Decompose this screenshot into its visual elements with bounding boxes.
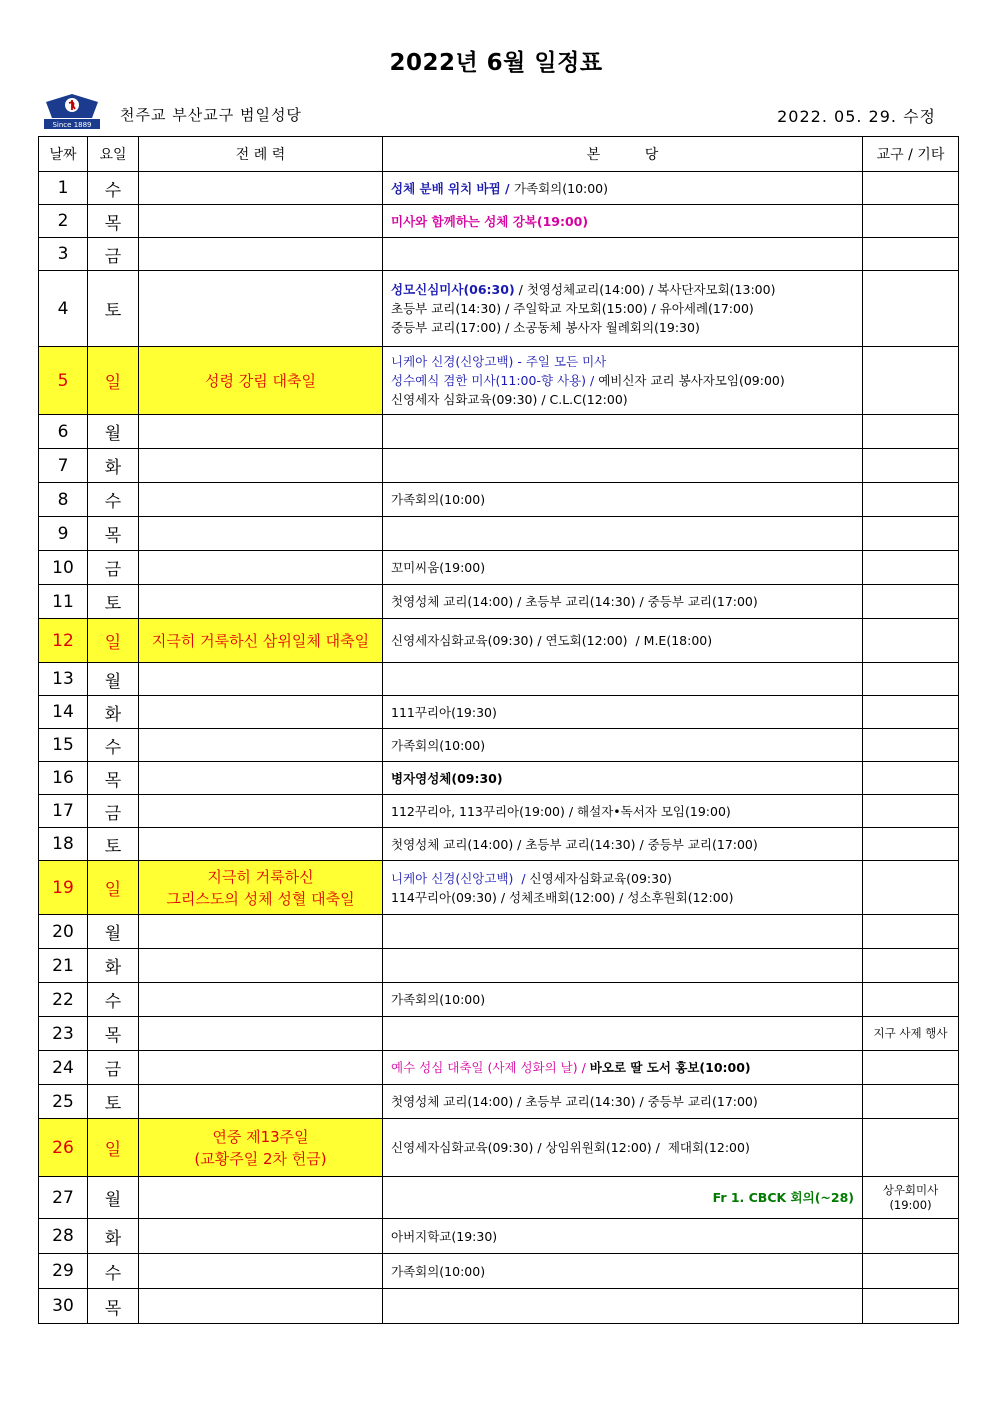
weekday-cell: 수 [88, 172, 139, 205]
schedule-entry: 112꾸리아, 113꾸리아(19:00) / 해설자•독서자 모임(19:00) [391, 803, 731, 819]
liturgy-cell [139, 483, 383, 517]
main-schedule-cell [383, 1289, 863, 1324]
main-schedule-cell [383, 762, 863, 795]
table-row [39, 663, 959, 696]
day-cell: 21 [39, 949, 88, 983]
main-schedule-cell [383, 205, 863, 238]
liturgy-cell [139, 663, 383, 696]
other-cell [863, 238, 959, 271]
table-row [39, 483, 959, 517]
parish-name: 천주교 부산교구 범일성당 [120, 106, 302, 124]
schedule-entry: 아버지학교(19:30) [391, 1228, 498, 1244]
liturgy-cell [139, 271, 383, 347]
day-cell: 29 [39, 1254, 88, 1289]
day-cell: 26 [39, 1119, 88, 1177]
table-row [39, 915, 959, 949]
weekday-cell: 월 [88, 415, 139, 449]
schedule-entry: 가족회의(10:00) [391, 1263, 486, 1279]
main-schedule-cell [383, 238, 863, 271]
other-cell [863, 483, 959, 517]
weekday-cell: 수 [88, 729, 139, 762]
main-schedule-cell [383, 696, 863, 729]
weekday-cell: 일 [88, 347, 139, 415]
header-main: 본 당 [383, 137, 863, 172]
main-schedule-cell [383, 729, 863, 762]
main-schedule-cell [383, 1051, 863, 1085]
weekday-cell: 수 [88, 1254, 139, 1289]
schedule-entry: 병자영성체(09:30) [391, 770, 503, 786]
day-cell: 18 [39, 828, 88, 861]
schedule-entry: 신영세자심화교육(09:30) / 연도회(12:00) / M.E(18:00) [391, 633, 713, 648]
main-schedule-cell [383, 1085, 863, 1119]
other-cell [863, 1254, 959, 1289]
schedule-entry: 중등부 교리(17:00) / 소공동체 봉사자 월례회의(19:30) [391, 320, 700, 335]
other-cell [863, 205, 959, 238]
liturgy-cell [139, 205, 383, 238]
schedule-entry: 가족회의(10:00) [391, 492, 486, 507]
table-row [39, 983, 959, 1017]
main-schedule-cell [383, 795, 863, 828]
other-cell [863, 415, 959, 449]
table-row [39, 449, 959, 483]
header-weekday: 요일 [88, 137, 139, 172]
schedule-entry: 예수 성심 대축일 (사제 성화의 날) / [391, 1060, 590, 1075]
liturgy-cell [139, 1051, 383, 1085]
liturgy-cell [139, 696, 383, 729]
header-line [42, 92, 958, 134]
schedule-entry: 신영세자심화교육(09:30) / 상임위원회(12:00) / 제대회(12:00) [391, 1140, 750, 1155]
table-row [39, 1051, 959, 1085]
other-cell: 상우회미사 (19:00) [863, 1177, 959, 1219]
schedule-entry: 첫영성체 교리(14:00) / 초등부 교리(14:30) / 중등부 교리(17:00) [391, 836, 758, 852]
main-schedule-cell [383, 483, 863, 517]
liturgy-cell [139, 415, 383, 449]
day-cell: 28 [39, 1219, 88, 1254]
liturgy-cell [139, 1017, 383, 1051]
table-row [39, 205, 959, 238]
liturgy-cell [139, 585, 383, 619]
day-cell: 7 [39, 449, 88, 483]
schedule-entry: 바오로 딸 도서 홍보(10:00) [589, 1060, 751, 1075]
schedule-entry: 성모신심미사(06:30) [391, 282, 515, 297]
main-schedule-cell [383, 347, 863, 415]
main-schedule-cell [383, 1177, 863, 1219]
schedule-table [38, 136, 959, 1324]
other-cell [863, 762, 959, 795]
weekday-cell: 토 [88, 828, 139, 861]
other-cell [863, 861, 959, 915]
weekday-cell: 월 [88, 663, 139, 696]
other-cell [863, 271, 959, 347]
weekday-cell: 일 [88, 1119, 139, 1177]
weekday-cell: 목 [88, 517, 139, 551]
table-row [39, 172, 959, 205]
liturgy-cell [139, 1219, 383, 1254]
table-row [39, 1177, 959, 1219]
day-cell: 22 [39, 983, 88, 1017]
weekday-cell: 금 [88, 551, 139, 585]
weekday-cell: 금 [88, 1051, 139, 1085]
schedule-entry: 성체 분배 위치 바뀜 / [391, 180, 514, 196]
liturgy-cell [139, 449, 383, 483]
day-cell: 9 [39, 517, 88, 551]
weekday-cell: 토 [88, 1085, 139, 1119]
other-cell [863, 1119, 959, 1177]
day-cell: 13 [39, 663, 88, 696]
day-cell: 14 [39, 696, 88, 729]
day-cell: 16 [39, 762, 88, 795]
parish-logo-icon [42, 92, 102, 130]
day-cell: 20 [39, 915, 88, 949]
day-cell: 30 [39, 1289, 88, 1324]
main-schedule-cell [383, 585, 863, 619]
main-schedule-cell [383, 619, 863, 663]
other-cell [863, 795, 959, 828]
schedule-entry: 가족회의(10:00) [391, 737, 486, 753]
weekday-cell: 월 [88, 1177, 139, 1219]
table-row [39, 1085, 959, 1119]
liturgy-cell [139, 1289, 383, 1324]
weekday-cell: 일 [88, 619, 139, 663]
main-schedule-cell [383, 517, 863, 551]
liturgy-cell: 지극히 거룩하신 삼위일체 대축일 [139, 619, 383, 663]
schedule-entry: Fr 1. CBCK 회의(~28) [712, 1190, 854, 1205]
table-row [39, 619, 959, 663]
day-cell: 17 [39, 795, 88, 828]
other-cell [863, 449, 959, 483]
day-cell: 8 [39, 483, 88, 517]
schedule-entry: / 첫영성체교리(14:00) / 복사단자모회(13:00) [514, 282, 776, 297]
table-row [39, 729, 959, 762]
table-row [39, 1119, 959, 1177]
schedule-entry: 첫영성체 교리(14:00) / 초등부 교리(14:30) / 중등부 교리(17:00) [391, 1094, 758, 1109]
schedule-entry: 미사와 함께하는 성체 강복(19:00) [391, 213, 589, 229]
weekday-cell: 화 [88, 949, 139, 983]
liturgy-cell [139, 1177, 383, 1219]
schedule-entry: 신영세자 심화교육(09:30) / C.L.C(12:00) [391, 392, 628, 407]
day-cell: 23 [39, 1017, 88, 1051]
table-row [39, 861, 959, 915]
schedule-entry: 신영세자심화교육(09:30) [529, 870, 672, 886]
table-row [39, 347, 959, 415]
schedule-entry: 니케아 신경(신앙고백) / [391, 870, 530, 886]
main-schedule-cell [383, 449, 863, 483]
day-cell: 25 [39, 1085, 88, 1119]
schedule-entry: 가족회의(10:00) [391, 992, 486, 1007]
other-cell [863, 949, 959, 983]
main-schedule-cell [383, 551, 863, 585]
main-schedule-cell [383, 861, 863, 915]
weekday-cell: 토 [88, 585, 139, 619]
table-row [39, 1254, 959, 1289]
other-cell [863, 729, 959, 762]
day-cell: 12 [39, 619, 88, 663]
liturgy-cell [139, 762, 383, 795]
table-row [39, 949, 959, 983]
main-schedule-cell [383, 983, 863, 1017]
schedule-rows [39, 172, 959, 1324]
liturgy-cell [139, 517, 383, 551]
main-schedule-cell [383, 172, 863, 205]
main-schedule-cell [383, 828, 863, 861]
day-cell: 3 [39, 238, 88, 271]
weekday-cell: 목 [88, 1289, 139, 1324]
liturgy-cell [139, 915, 383, 949]
day-cell: 24 [39, 1051, 88, 1085]
weekday-cell: 목 [88, 1017, 139, 1051]
day-cell: 27 [39, 1177, 88, 1219]
table-header-row [39, 137, 959, 172]
liturgy-cell [139, 1085, 383, 1119]
other-cell [863, 619, 959, 663]
other-cell [863, 551, 959, 585]
page-title: 2022년 6월 일정표 [389, 50, 603, 76]
liturgy-cell: 지극히 거룩하신 그리스도의 성체 성혈 대축일 [139, 861, 383, 915]
day-cell: 5 [39, 347, 88, 415]
other-cell [863, 172, 959, 205]
weekday-cell: 화 [88, 1219, 139, 1254]
schedule-entry: 첫영성체 교리(14:00) / 초등부 교리(14:30) / 중등부 교리(17:00) [391, 594, 758, 609]
schedule-entry: 니케아 신경(신앙고백) - 주일 모든 미사 [391, 354, 607, 369]
main-schedule-cell [383, 663, 863, 696]
main-schedule-cell [383, 915, 863, 949]
schedule-entry: 가족회의(10:00) [513, 180, 609, 196]
day-cell: 15 [39, 729, 88, 762]
table-row [39, 517, 959, 551]
other-cell [863, 696, 959, 729]
table-row [39, 696, 959, 729]
schedule-entry: 111꾸리아(19:30) [391, 704, 497, 720]
liturgy-cell [139, 1254, 383, 1289]
main-schedule-cell [383, 415, 863, 449]
schedule-entry: 초등부 교리(14:30) / 주일학교 자모회(15:00) / 유아세례(17:00) [391, 301, 754, 316]
revision-date: 2022. 05. 29. 수정 [777, 107, 936, 126]
header-other: 교구 / 기타 [863, 137, 959, 172]
header-day: 날짜 [39, 137, 88, 172]
table-row [39, 1219, 959, 1254]
schedule-entry: 114꾸리아(09:30) / 성체조배회(12:00) / 성소후원회(12:00) [391, 889, 734, 905]
day-cell: 4 [39, 271, 88, 347]
weekday-cell: 토 [88, 271, 139, 347]
liturgy-cell [139, 795, 383, 828]
main-schedule-cell [383, 949, 863, 983]
weekday-cell: 월 [88, 915, 139, 949]
other-cell [863, 828, 959, 861]
other-cell [863, 517, 959, 551]
other-cell [863, 1085, 959, 1119]
other-cell [863, 1051, 959, 1085]
day-cell: 6 [39, 415, 88, 449]
day-cell: 11 [39, 585, 88, 619]
other-cell: 지구 사제 행사 [863, 1017, 959, 1051]
main-schedule-cell [383, 1219, 863, 1254]
header-liturgy: 전 례 력 [139, 137, 383, 172]
table-row [39, 271, 959, 347]
schedule-entry: 꼬미씨움(19:00) [391, 560, 486, 575]
weekday-cell: 수 [88, 483, 139, 517]
main-schedule-cell [383, 1017, 863, 1051]
weekday-cell: 수 [88, 983, 139, 1017]
liturgy-cell [139, 172, 383, 205]
table-row [39, 238, 959, 271]
table-row [39, 551, 959, 585]
other-cell [863, 915, 959, 949]
other-cell [863, 1289, 959, 1324]
logo-text: Since 1889 [52, 121, 92, 129]
weekday-cell: 목 [88, 205, 139, 238]
other-cell [863, 663, 959, 696]
weekday-cell: 목 [88, 762, 139, 795]
liturgy-cell [139, 949, 383, 983]
main-schedule-cell [383, 1254, 863, 1289]
table-row [39, 585, 959, 619]
table-row [39, 762, 959, 795]
liturgy-cell [139, 551, 383, 585]
main-schedule-cell [383, 1119, 863, 1177]
table-row [39, 1289, 959, 1324]
weekday-cell: 금 [88, 795, 139, 828]
weekday-cell: 금 [88, 238, 139, 271]
liturgy-cell [139, 238, 383, 271]
table-row [39, 1017, 959, 1051]
day-cell: 19 [39, 861, 88, 915]
liturgy-cell [139, 828, 383, 861]
schedule-entry: 예비신자 교리 봉사자모임(09:00) [598, 373, 785, 388]
liturgy-cell [139, 729, 383, 762]
weekday-cell: 일 [88, 861, 139, 915]
liturgy-cell [139, 983, 383, 1017]
other-cell [863, 1219, 959, 1254]
weekday-cell: 화 [88, 449, 139, 483]
other-cell [863, 585, 959, 619]
schedule-entry: 성수예식 겸한 미사(11:00-향 사용) / [391, 373, 599, 388]
weekday-cell: 화 [88, 696, 139, 729]
day-cell: 2 [39, 205, 88, 238]
table-row [39, 795, 959, 828]
day-cell: 10 [39, 551, 88, 585]
table-row [39, 828, 959, 861]
day-cell: 1 [39, 172, 88, 205]
table-row [39, 415, 959, 449]
other-cell [863, 983, 959, 1017]
liturgy-cell: 성령 강림 대축일 [139, 347, 383, 415]
liturgy-cell: 연중 제13주일 (교황주일 2차 헌금) [139, 1119, 383, 1177]
main-schedule-cell [383, 271, 863, 347]
other-cell [863, 347, 959, 415]
